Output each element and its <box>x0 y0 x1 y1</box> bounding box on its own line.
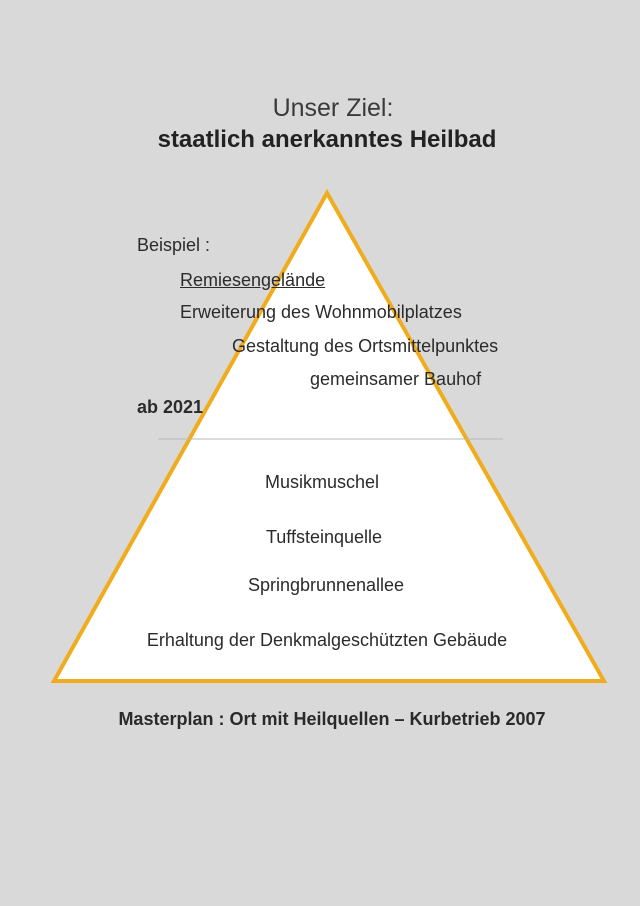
item-ortsmittelpunkt: Gestaltung des Ortsmittelpunktes <box>232 336 499 356</box>
example-label: Beispiel : <box>137 235 211 255</box>
year-label: ab 2021 <box>137 397 204 417</box>
title-line-2: staatlich anerkanntes Heilbad <box>157 126 497 153</box>
item-remiesengelaende: Remiesengelände <box>180 270 326 290</box>
item-bauhof: gemeinsamer Bauhof <box>310 369 482 389</box>
item-wohnmobilplatz: Erweiterung des Wohnmobilplatzes <box>180 302 462 322</box>
item-musikmuschel: Musikmuschel <box>264 472 380 492</box>
pyramid-triangle <box>54 193 604 681</box>
item-denkmal-gebaeude: Erhaltung der Denkmalgeschützten Gebäude <box>146 630 508 650</box>
item-springbrunnenallee: Springbrunnenallee <box>247 575 405 595</box>
item-tuffsteinquelle: Tuffsteinquelle <box>265 527 383 547</box>
title-line-1: Unser Ziel: <box>272 94 394 122</box>
footer-masterplan: Masterplan : Ort mit Heilquellen – Kurbetrieb 2007 <box>118 709 546 729</box>
